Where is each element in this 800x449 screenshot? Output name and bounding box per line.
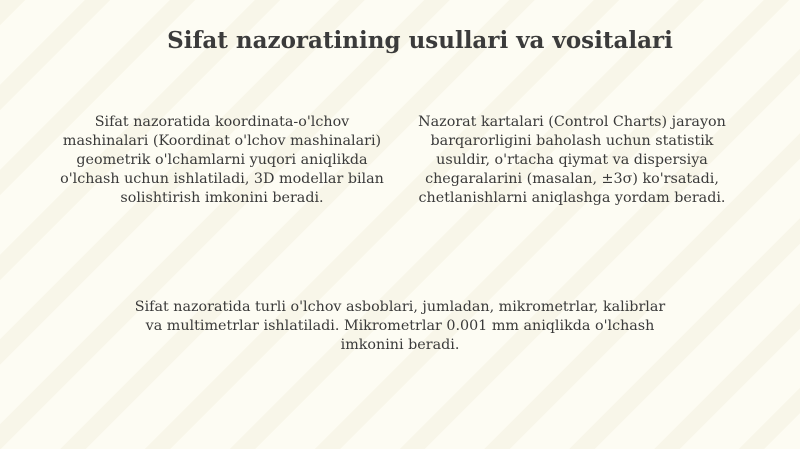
- slide-title: Sifat nazoratining usullari va vositalari: [167, 27, 673, 54]
- text-block-control-charts: Nazorat kartalari (Control Charts) jarayon barqarorligini baholash uchun statistik usuldir, o'rtacha qiymat va dispersiya chegaralarini (masalan, ±3σ) ko'rsatadi, chetlanishlarni aniqlashga yordam beradi.: [418, 114, 726, 206]
- text-block-cmm: Sifat nazoratida koordinata-o'lchov mashinalari (Koordinat o'lchov mashinalari) geometrik o'lchamlarni yuqori aniqlikda o'lchash uchun ishlatiladi, 3D modellar bilan solishtirish imkonini beradi.: [60, 114, 384, 206]
- text-block-measuring-tools: Sifat nazoratida turli o'lchov asboblari, jumladan, mikrometrlar, kalibrlar va multimetrlar ishlatiladi. Mikrometrlar 0.001 mm aniqlikda o'lchash imkonini beradi.: [134, 299, 666, 353]
